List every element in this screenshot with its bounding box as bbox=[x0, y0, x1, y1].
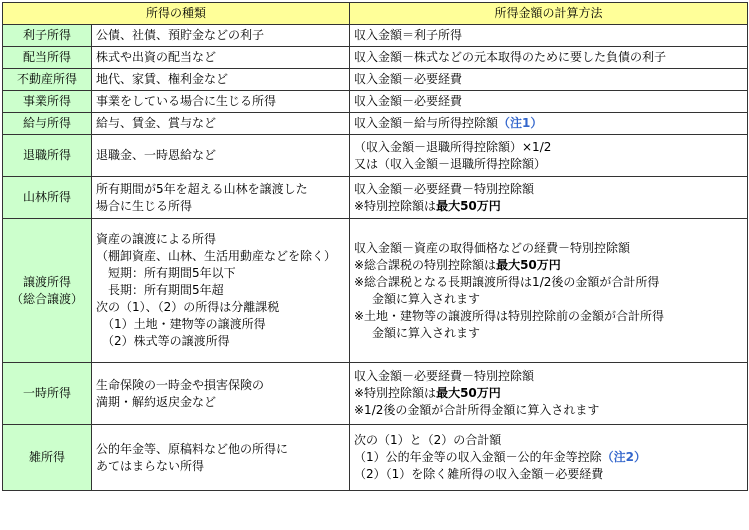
desc-text: 資産の譲渡による所得 bbox=[96, 232, 217, 246]
table-row bbox=[3, 91, 748, 113]
income-description bbox=[92, 25, 350, 47]
calc-text: 収入金額－必要経費 bbox=[354, 72, 463, 86]
table-row bbox=[3, 135, 748, 177]
calc-text: （1）公的年金等の収入金額－公的年金等控除 bbox=[354, 450, 602, 464]
income-kind bbox=[3, 91, 92, 113]
desc-text: （1）土地・建物等の譲渡所得 bbox=[102, 317, 266, 331]
calc-text: ※1/2後の金額が合計所得金額に算入されます bbox=[354, 403, 600, 417]
calc-text: ※特別控除額は bbox=[354, 198, 437, 213]
income-description bbox=[92, 425, 350, 491]
income-calculation bbox=[350, 363, 748, 425]
calc-text: ※土地・建物等の譲渡所得は特別控除前の金額が合計所得 bbox=[354, 308, 665, 323]
kind-subtext: （総合譲渡） bbox=[10, 291, 83, 306]
income-calculation bbox=[350, 91, 748, 113]
desc-text: あてはまらない所得 bbox=[96, 458, 205, 473]
desc-text: 公債、社債、預貯金などの利子 bbox=[96, 28, 265, 42]
desc-text: 長期：所有期間5年超 bbox=[108, 283, 224, 297]
income-description bbox=[92, 47, 350, 69]
calc-text: ※総合課税の特別控除額は bbox=[354, 257, 497, 272]
calc-text: ※総合課税となる長期譲渡所得は1/2後の金額が合計所得 bbox=[354, 274, 660, 289]
calc-text: 金額に算入されます bbox=[372, 325, 481, 340]
income-kind bbox=[3, 363, 92, 425]
income-description bbox=[92, 135, 350, 177]
desc-text: 満期・解約返戻金など bbox=[96, 394, 217, 409]
income-kind bbox=[3, 219, 92, 363]
desc-text: 事業をしている場合に生じる所得 bbox=[96, 94, 277, 108]
calc-text: 収入金額－資産の取得価格などの経費－特別控除額 bbox=[354, 240, 631, 255]
desc-text: 地代、家賃、権利金など bbox=[96, 72, 229, 86]
calc-text: 収入金額－株式などの元本取得のために要した負債の利子 bbox=[354, 50, 667, 64]
header-calc: 所得金額の計算方法 bbox=[350, 3, 748, 25]
calc-text: 次の（1）と（2）の合計額 bbox=[354, 433, 502, 447]
calc-text: 金額に算入されます bbox=[372, 291, 481, 306]
table-row bbox=[3, 363, 748, 425]
income-description bbox=[92, 177, 350, 219]
income-calculation bbox=[350, 425, 748, 491]
calc-emphasis: 最大50万円 bbox=[436, 386, 501, 400]
table-row bbox=[3, 177, 748, 219]
kind-text: 配当所得 bbox=[22, 50, 71, 64]
calc-text: 収入金額－必要経費－特別控除額 bbox=[354, 369, 535, 383]
kind-text: 雑所得 bbox=[28, 450, 65, 464]
income-kind bbox=[3, 177, 92, 219]
kind-text: 利子所得 bbox=[22, 28, 71, 42]
desc-text: 短期：所有期間5年以下 bbox=[108, 266, 236, 280]
desc-text: 生命保険の一時金や損害保険の bbox=[96, 377, 265, 392]
income-kind bbox=[3, 69, 92, 91]
desc-text: 株式や出資の配当など bbox=[96, 50, 217, 64]
income-kind bbox=[3, 135, 92, 177]
calc-text: 収入金額－必要経費－特別控除額 bbox=[354, 181, 535, 196]
kind-text: 退職所得 bbox=[22, 148, 71, 162]
calc-text: （収入金額－退職所得控除額）×1/2 bbox=[354, 139, 552, 154]
income-description bbox=[92, 219, 350, 363]
desc-text: （棚卸資産、山林、生活用動産などを除く） bbox=[96, 249, 337, 263]
income-description bbox=[92, 113, 350, 135]
income-kind bbox=[3, 113, 92, 135]
desc-text: 場合に生じる所得 bbox=[96, 198, 193, 213]
table-row bbox=[3, 425, 748, 491]
kind-text: 事業所得 bbox=[22, 94, 71, 108]
income-calculation bbox=[350, 25, 748, 47]
income-description bbox=[92, 91, 350, 113]
income-calculation bbox=[350, 69, 748, 91]
income-kind bbox=[3, 425, 92, 491]
desc-text: 給与、賃金、賞与など bbox=[96, 116, 217, 130]
desc-text: 退職金、一時恩給など bbox=[96, 148, 217, 162]
calc-text: 収入金額－給与所得控除額 bbox=[354, 116, 499, 130]
income-kind bbox=[3, 25, 92, 47]
desc-text: 次の（1）、（2）の所得は分離課税 bbox=[96, 300, 280, 314]
income-calculation bbox=[350, 135, 748, 177]
income-types-table bbox=[2, 2, 748, 491]
table-row bbox=[3, 219, 748, 363]
desc-text: 公的年金等、原稿料など他の所得に bbox=[96, 441, 289, 456]
calc-emphasis: 最大50万円 bbox=[496, 257, 561, 272]
note-reference: （注1） bbox=[498, 116, 543, 130]
calc-text: 収入金額－必要経費 bbox=[354, 94, 463, 108]
table-row bbox=[3, 113, 748, 135]
income-calculation bbox=[350, 47, 748, 69]
income-calculation bbox=[350, 113, 748, 135]
kind-text: 山林所得 bbox=[22, 190, 71, 204]
calc-text: 収入金額＝利子所得 bbox=[354, 28, 463, 42]
income-calculation bbox=[350, 177, 748, 219]
kind-text: 一時所得 bbox=[22, 386, 71, 400]
income-calculation bbox=[350, 219, 748, 363]
calc-text: 又は（収入金額－退職所得控除額） bbox=[354, 156, 547, 171]
desc-text: （2）株式等の譲渡所得 bbox=[102, 334, 230, 348]
calc-emphasis: 最大50万円 bbox=[436, 198, 501, 213]
header-type: 所得の種類 bbox=[3, 3, 350, 25]
calc-text: （2）（1）を除く雑所得の収入金額－必要経費 bbox=[354, 467, 604, 481]
calc-text: ※特別控除額は bbox=[354, 386, 437, 400]
header-row bbox=[3, 3, 748, 25]
kind-text: 給与所得 bbox=[22, 116, 71, 130]
kind-text: 譲渡所得 bbox=[22, 274, 71, 289]
table-row bbox=[3, 25, 748, 47]
table-row bbox=[3, 47, 748, 69]
income-kind bbox=[3, 47, 92, 69]
table-row bbox=[3, 69, 748, 91]
income-description bbox=[92, 363, 350, 425]
income-description bbox=[92, 69, 350, 91]
kind-text: 不動産所得 bbox=[16, 72, 77, 86]
note-reference: （注2） bbox=[601, 450, 646, 464]
desc-text: 所有期間が5年を超える山林を譲渡した bbox=[96, 181, 308, 196]
